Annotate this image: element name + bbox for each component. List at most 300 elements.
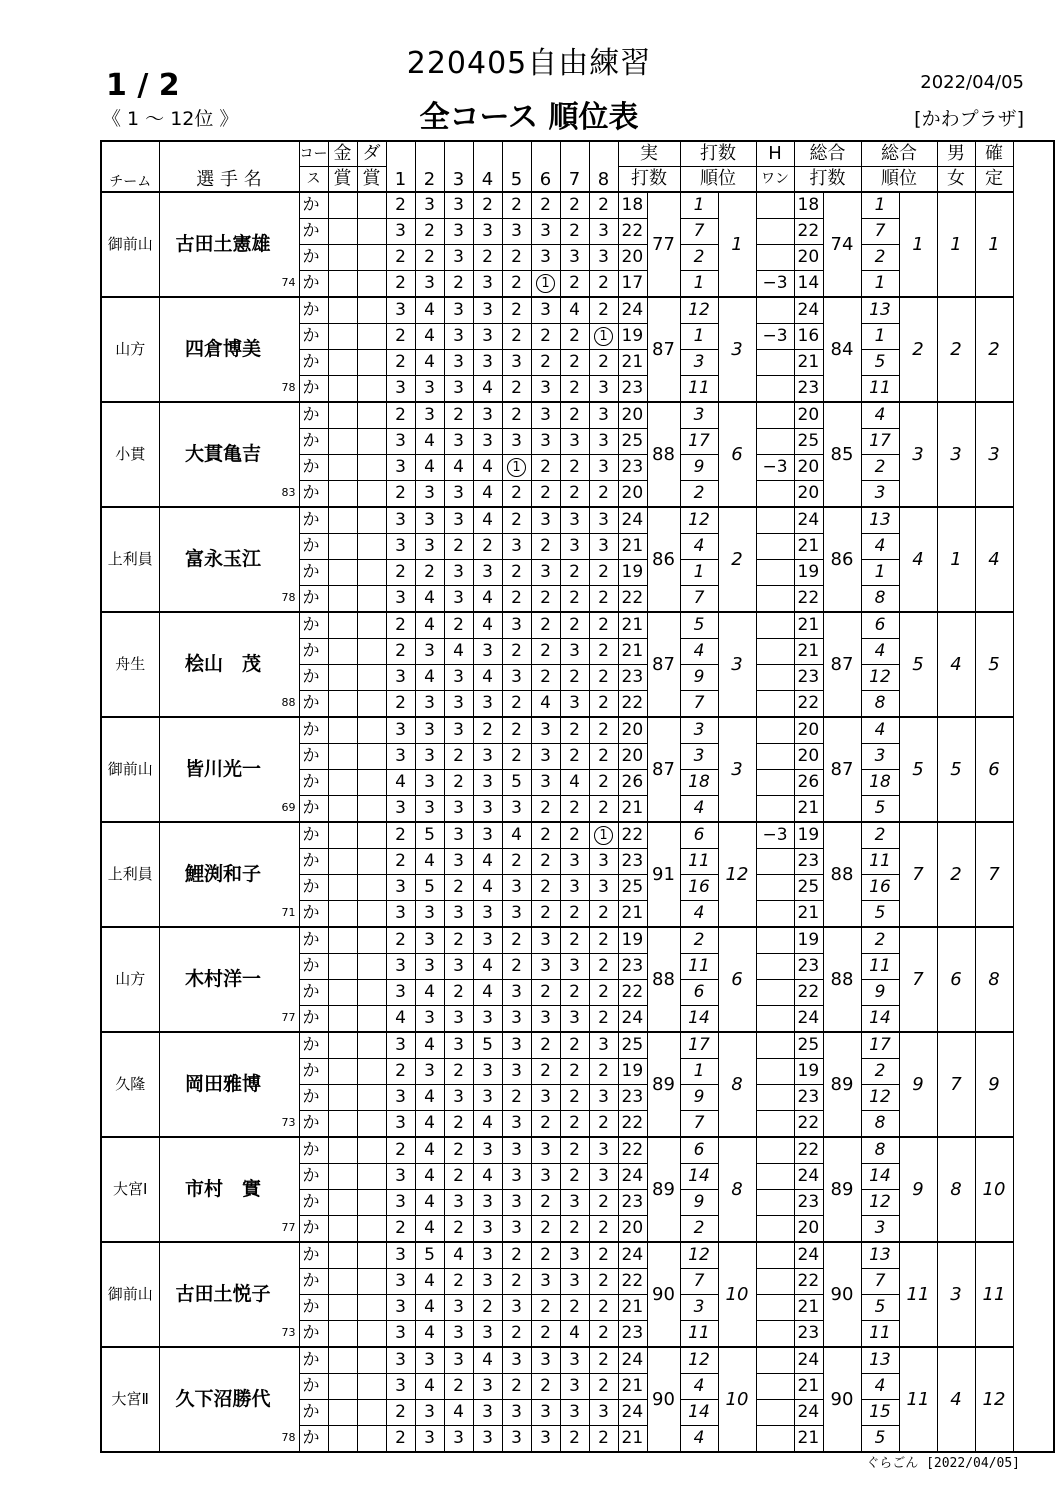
hole-score-cell: 4 bbox=[415, 429, 444, 455]
gold-prize-cell bbox=[328, 1374, 357, 1400]
round-rank-cell: 7 bbox=[680, 219, 718, 245]
hole-score-cell: 2 bbox=[386, 402, 415, 429]
team-cell: 御前山 bbox=[101, 717, 159, 822]
actual-total-cell: 89 bbox=[647, 1137, 680, 1242]
round-total-cell: 24 bbox=[794, 507, 823, 534]
round-rank-cell: 1 bbox=[680, 192, 718, 219]
hole-score-cell: 3 bbox=[473, 271, 502, 298]
table-row bbox=[101, 822, 1054, 849]
hole-score-cell: 2 bbox=[502, 1269, 531, 1295]
total-strokes-cell: 74 bbox=[823, 192, 861, 297]
hole-in-one-cell bbox=[756, 586, 794, 613]
gold-prize-cell bbox=[328, 324, 357, 350]
da-prize-cell bbox=[357, 665, 386, 691]
round-total-rank-cell: 5 bbox=[861, 1426, 899, 1453]
player-age: 83 bbox=[281, 486, 296, 499]
hole-score-cell: 2 bbox=[531, 980, 560, 1006]
table-row bbox=[101, 1347, 1054, 1374]
hole-score-cell: 4 bbox=[473, 586, 502, 613]
stroke-rank-cell: 8 bbox=[718, 1137, 756, 1242]
hole-score-cell: 4 bbox=[415, 1085, 444, 1111]
hole-score-cell: 3 bbox=[415, 770, 444, 796]
hole-in-one-cell bbox=[756, 1085, 794, 1111]
hole-score-cell: 3 bbox=[473, 1137, 502, 1164]
hole-score-cell: 3 bbox=[386, 1347, 415, 1374]
round-rank-cell: 18 bbox=[680, 770, 718, 796]
hole-score-cell: 3 bbox=[589, 534, 618, 560]
hole-score-cell: 2 bbox=[589, 1216, 618, 1243]
total-rank-header-2: 順位 bbox=[861, 167, 937, 193]
gold-prize-cell bbox=[328, 1216, 357, 1243]
hole-score-cell: 2 bbox=[502, 849, 531, 875]
hole-score-cell: 2 bbox=[560, 1216, 589, 1243]
gender-rank-cell: 6 bbox=[937, 927, 975, 1032]
round-total-cell: 20 bbox=[794, 481, 823, 508]
hole-in-one-cell bbox=[756, 297, 794, 324]
round-total-cell: 20 bbox=[794, 717, 823, 744]
hole-score-cell: 2 bbox=[589, 639, 618, 665]
round-total-rank-cell: 8 bbox=[861, 1111, 899, 1138]
hole-in-one-cell bbox=[756, 744, 794, 770]
round-total-cell: 22 bbox=[794, 980, 823, 1006]
gold-prize-cell bbox=[328, 901, 357, 928]
team-header-label: チーム bbox=[109, 174, 152, 190]
final-rank-cell: 11 bbox=[975, 1242, 1013, 1347]
final-rank-cell: 6 bbox=[975, 717, 1013, 822]
hole-in-one-cell bbox=[756, 1216, 794, 1243]
hole-score-cell: 3 bbox=[589, 455, 618, 481]
rank-header-2: 順位 bbox=[680, 167, 756, 193]
round-rank-cell: 2 bbox=[680, 1216, 718, 1243]
final-rank-cell: 2 bbox=[975, 297, 1013, 402]
gold-prize-cell bbox=[328, 1400, 357, 1426]
team-cell: 大宮Ⅱ bbox=[101, 1347, 159, 1452]
hole-in-one-cell bbox=[756, 770, 794, 796]
team-cell: 上利員 bbox=[101, 822, 159, 927]
hole-score-cell: 2 bbox=[531, 901, 560, 928]
hole-score-cell: 4 bbox=[473, 1347, 502, 1374]
hole-in-one-cell bbox=[756, 1137, 794, 1164]
gold-prize-cell bbox=[328, 639, 357, 665]
total-strokes-cell: 89 bbox=[823, 1032, 861, 1137]
hole-score-cell: 2 bbox=[560, 901, 589, 928]
hole-score-cell: 3 bbox=[473, 639, 502, 665]
total-rank-header: 総合 bbox=[861, 141, 937, 167]
round-total-cell: 24 bbox=[794, 1400, 823, 1426]
team-header bbox=[101, 141, 159, 192]
da-prize-cell bbox=[357, 1111, 386, 1138]
da-prize-cell bbox=[357, 822, 386, 849]
round-total-cell: 20 bbox=[794, 245, 823, 271]
hole-score-cell: 2 bbox=[589, 1059, 618, 1085]
hole-score-cell: 3 bbox=[531, 927, 560, 954]
gold-prize-cell bbox=[328, 612, 357, 639]
hole-score-cell: 3 bbox=[386, 1111, 415, 1138]
hole-score-cell: 4 bbox=[415, 1295, 444, 1321]
hole-score-cell: 3 bbox=[502, 219, 531, 245]
round-total-rank-cell: 3 bbox=[861, 1216, 899, 1243]
hole-score-cell: 3 bbox=[560, 507, 589, 534]
table-row bbox=[101, 297, 1054, 324]
course-cell: か bbox=[299, 192, 328, 219]
team-cell: 久隆 bbox=[101, 1032, 159, 1137]
actual-total-cell: 88 bbox=[647, 402, 680, 507]
hole-score-cell: 2 bbox=[560, 1295, 589, 1321]
round-total-cell: 22 bbox=[794, 1137, 823, 1164]
hole-score-cell: 2 bbox=[502, 691, 531, 718]
hole-score-cell: 3 bbox=[560, 1347, 589, 1374]
hole-score-cell: 3 bbox=[502, 980, 531, 1006]
stroke-rank-cell: 10 bbox=[718, 1347, 756, 1452]
hole-score-cell: 3 bbox=[502, 429, 531, 455]
hole-score-cell: 3 bbox=[415, 481, 444, 508]
player-cell bbox=[159, 1137, 299, 1242]
hole-in-one-cell bbox=[756, 1400, 794, 1426]
hole-in-one-cell: −3 bbox=[756, 324, 794, 350]
hole-score-cell: 2 bbox=[444, 875, 473, 901]
hole-score-cell: 3 bbox=[444, 717, 473, 744]
da-prize-cell bbox=[357, 1059, 386, 1085]
hole-score-cell: 2 bbox=[386, 849, 415, 875]
hole-score-cell: 4 bbox=[415, 1216, 444, 1243]
actual-header-2: 打数 bbox=[618, 167, 680, 193]
hole-score-cell: 2 bbox=[560, 350, 589, 376]
gold-prize-cell bbox=[328, 1032, 357, 1059]
hole-score-cell: 3 bbox=[589, 219, 618, 245]
da-prize-cell bbox=[357, 219, 386, 245]
round-total-cell: 23 bbox=[794, 665, 823, 691]
round-total-rank-cell: 5 bbox=[861, 350, 899, 376]
round-rank-cell: 17 bbox=[680, 1032, 718, 1059]
hole-score-cell: 2 bbox=[589, 350, 618, 376]
document-title: 220405自由練習 bbox=[406, 46, 652, 81]
hole-score-cell: 3 bbox=[386, 1242, 415, 1269]
hole-score-cell: 3 bbox=[415, 1426, 444, 1453]
hole-in-one-cell bbox=[756, 1111, 794, 1138]
hole-score-cell: 4 bbox=[444, 639, 473, 665]
hole-score-cell: 2 bbox=[444, 271, 473, 298]
hole-score-cell: 2 bbox=[415, 219, 444, 245]
hole-score-cell: 3 bbox=[473, 796, 502, 823]
round-total-rank-cell: 15 bbox=[861, 1400, 899, 1426]
da-prize-cell bbox=[357, 1269, 386, 1295]
hole-score-cell: 2 bbox=[444, 927, 473, 954]
round-total-rank-cell: 3 bbox=[861, 481, 899, 508]
hole-score-cell: 2 bbox=[386, 1400, 415, 1426]
hole-score-cell: 2 bbox=[386, 691, 415, 718]
round-rank-cell: 14 bbox=[680, 1006, 718, 1033]
round-score-cell: 25 bbox=[618, 1032, 647, 1059]
hole-score-cell: 2 bbox=[560, 717, 589, 744]
hole-score-cell: 3 bbox=[560, 639, 589, 665]
round-rank-cell: 4 bbox=[680, 1426, 718, 1453]
da-prize-cell bbox=[357, 376, 386, 403]
total-rank-cell: 4 bbox=[899, 507, 937, 612]
hole-score-cell: 2 bbox=[560, 744, 589, 770]
hole-score-cell: 3 bbox=[473, 560, 502, 586]
round-total-cell: 21 bbox=[794, 534, 823, 560]
hole-score-cell: 2 bbox=[589, 481, 618, 508]
gold-prize-cell bbox=[328, 455, 357, 481]
hole-score-cell: 2 bbox=[473, 534, 502, 560]
hole-score-cell: 3 bbox=[560, 849, 589, 875]
total-rank-cell: 5 bbox=[899, 717, 937, 822]
player-name: 木村洋一 bbox=[184, 968, 261, 990]
hole-score-cell: 2 bbox=[589, 691, 618, 718]
hole-score-cell: 2 bbox=[502, 1242, 531, 1269]
round-rank-cell: 2 bbox=[680, 245, 718, 271]
hole-score-cell: 3 bbox=[415, 1059, 444, 1085]
hole-score-cell: 2 bbox=[386, 245, 415, 271]
da-prize-cell bbox=[357, 1164, 386, 1190]
round-rank-cell: 2 bbox=[680, 927, 718, 954]
hole-score-cell: 3 bbox=[386, 1321, 415, 1348]
round-total-cell: 22 bbox=[794, 219, 823, 245]
hole-score-cell: 2 bbox=[531, 1321, 560, 1348]
player-age: 78 bbox=[281, 591, 296, 604]
round-total-rank-cell: 1 bbox=[861, 271, 899, 298]
round-total-rank-cell: 2 bbox=[861, 822, 899, 849]
gold-prize-cell bbox=[328, 954, 357, 980]
gold-prize-cell bbox=[328, 744, 357, 770]
player-name: 市村 實 bbox=[184, 1178, 261, 1200]
da-prize-cell bbox=[357, 324, 386, 350]
hole-score-cell: 3 bbox=[444, 849, 473, 875]
round-total-rank-cell: 12 bbox=[861, 1190, 899, 1216]
hole-in-one-cell bbox=[756, 192, 794, 219]
round-score-cell: 21 bbox=[618, 350, 647, 376]
round-total-rank-cell: 2 bbox=[861, 455, 899, 481]
gold-prize-cell bbox=[328, 1059, 357, 1085]
hole-score-cell: 3 bbox=[386, 1032, 415, 1059]
total-strokes-cell: 90 bbox=[823, 1347, 861, 1452]
stroke-rank-cell: 10 bbox=[718, 1242, 756, 1347]
ranking-table bbox=[100, 140, 1055, 1453]
gold-prize-cell bbox=[328, 849, 357, 875]
round-total-rank-cell: 8 bbox=[861, 1137, 899, 1164]
total-header: 総合 bbox=[794, 141, 861, 167]
hole-score-cell: 4 bbox=[415, 297, 444, 324]
hole-score-cell: 3 bbox=[502, 350, 531, 376]
course-cell: か bbox=[299, 507, 328, 534]
hole-score-cell: 3 bbox=[502, 1164, 531, 1190]
hole-in-one-cell bbox=[756, 219, 794, 245]
hole-score-cell: 2 bbox=[502, 402, 531, 429]
round-total-rank-cell: 4 bbox=[861, 534, 899, 560]
round-score-cell: 23 bbox=[618, 665, 647, 691]
hole-score-cell: 2 bbox=[560, 1426, 589, 1453]
hole-score-cell: 2 bbox=[531, 796, 560, 823]
gold-prize-cell bbox=[328, 1006, 357, 1033]
actual-total-cell: 87 bbox=[647, 717, 680, 822]
hole-score-cell: 3 bbox=[386, 1190, 415, 1216]
course-cell: か bbox=[299, 1269, 328, 1295]
hole-score-cell: 2 bbox=[502, 297, 531, 324]
player-name: 皆川光一 bbox=[184, 758, 261, 780]
round-rank-cell: 9 bbox=[680, 665, 718, 691]
course-cell: か bbox=[299, 1295, 328, 1321]
round-total-cell: 23 bbox=[794, 849, 823, 875]
hole-5-header: 5 bbox=[502, 141, 531, 192]
hole-score-cell: 3 bbox=[502, 1295, 531, 1321]
hole-score-cell: 4 bbox=[473, 455, 502, 481]
player-name: 大貫亀吉 bbox=[184, 443, 261, 465]
hole-score-cell: 3 bbox=[531, 429, 560, 455]
hole-score-cell: 3 bbox=[386, 954, 415, 980]
gender-rank-cell: 8 bbox=[937, 1137, 975, 1242]
da-prize-cell bbox=[357, 980, 386, 1006]
hole-score-cell: 3 bbox=[560, 429, 589, 455]
hole-score-cell: 3 bbox=[531, 376, 560, 403]
hole-score-cell: 2 bbox=[531, 192, 560, 219]
hole-in-one-mark: 1 bbox=[536, 274, 555, 293]
hole-in-one-cell bbox=[756, 665, 794, 691]
round-score-cell: 20 bbox=[618, 245, 647, 271]
da-prize-cell bbox=[357, 455, 386, 481]
hole-score-cell: 3 bbox=[531, 1400, 560, 1426]
hole-score-cell: 2 bbox=[560, 1137, 589, 1164]
hole-score-cell: 2 bbox=[589, 1321, 618, 1348]
hole-score-cell: 2 bbox=[444, 1137, 473, 1164]
hole-score-cell: 2 bbox=[502, 507, 531, 534]
hole-score-cell: 2 bbox=[589, 744, 618, 770]
hole-score-cell: 3 bbox=[531, 1426, 560, 1453]
hole-score-cell: 3 bbox=[473, 1321, 502, 1348]
hole-score-cell: 3 bbox=[386, 665, 415, 691]
da-prize-cell bbox=[357, 350, 386, 376]
final-rank-cell: 8 bbox=[975, 927, 1013, 1032]
round-total-cell: 21 bbox=[794, 639, 823, 665]
hole-score-cell: 3 bbox=[444, 1190, 473, 1216]
round-total-cell: 24 bbox=[794, 1006, 823, 1033]
hole-score-cell: 3 bbox=[589, 245, 618, 271]
hole-score-cell: 2 bbox=[444, 534, 473, 560]
hole-score-cell: 2 bbox=[589, 612, 618, 639]
final-rank-cell: 12 bbox=[975, 1347, 1013, 1452]
da-prize-cell bbox=[357, 245, 386, 271]
hole-score-cell: 2 bbox=[386, 612, 415, 639]
hole-in-one-cell bbox=[756, 1032, 794, 1059]
round-score-cell: 25 bbox=[618, 429, 647, 455]
course-cell: か bbox=[299, 586, 328, 613]
hole-score-cell: 3 bbox=[415, 271, 444, 298]
stroke-rank-cell: 2 bbox=[718, 507, 756, 612]
hole-score-cell: 3 bbox=[386, 429, 415, 455]
gender-header-2: 女 bbox=[937, 167, 975, 193]
hole-score-cell: 2 bbox=[589, 1006, 618, 1033]
course-cell: か bbox=[299, 1347, 328, 1374]
hole-score-cell: 3 bbox=[444, 901, 473, 928]
team-cell: 御前山 bbox=[101, 192, 159, 297]
player-age: 69 bbox=[281, 801, 296, 814]
hole-score-cell: 3 bbox=[444, 954, 473, 980]
round-total-cell: 21 bbox=[794, 1295, 823, 1321]
hole-score-cell: 4 bbox=[415, 1269, 444, 1295]
hole-in-one-cell: −3 bbox=[756, 455, 794, 481]
total-strokes-cell: 85 bbox=[823, 402, 861, 507]
total-rank-cell: 9 bbox=[899, 1137, 937, 1242]
round-rank-cell: 12 bbox=[680, 297, 718, 324]
hole-score-cell: 3 bbox=[415, 796, 444, 823]
table-row bbox=[101, 717, 1054, 744]
hole-score-cell: 3 bbox=[415, 534, 444, 560]
hole-score-cell: 3 bbox=[386, 376, 415, 403]
hole-score-cell: 3 bbox=[386, 455, 415, 481]
round-total-rank-cell: 11 bbox=[861, 1321, 899, 1348]
round-score-cell: 20 bbox=[618, 1216, 647, 1243]
course-cell: か bbox=[299, 927, 328, 954]
round-total-cell: 21 bbox=[794, 1426, 823, 1453]
course-cell: か bbox=[299, 1111, 328, 1138]
round-score-cell: 23 bbox=[618, 849, 647, 875]
hole-score-cell: 3 bbox=[386, 1085, 415, 1111]
report-subtitle: 全コース 順位表 bbox=[419, 100, 639, 135]
round-score-cell: 19 bbox=[618, 1059, 647, 1085]
hole-score-cell: 4 bbox=[415, 849, 444, 875]
hole-score-cell: 2 bbox=[444, 1111, 473, 1138]
hole-score-cell: 2 bbox=[386, 1059, 415, 1085]
round-rank-cell: 9 bbox=[680, 1190, 718, 1216]
course-cell: か bbox=[299, 1085, 328, 1111]
hole-score-cell: 2 bbox=[444, 1164, 473, 1190]
player-cell bbox=[159, 1032, 299, 1137]
team-cell: 小貫 bbox=[101, 402, 159, 507]
hole-in-one-mark: 1 bbox=[594, 327, 613, 346]
course-cell: か bbox=[299, 402, 328, 429]
table-row bbox=[101, 1242, 1054, 1269]
hole-score-cell: 2 bbox=[531, 324, 560, 350]
round-rank-cell: 3 bbox=[680, 1295, 718, 1321]
gold-prize-cell bbox=[328, 560, 357, 586]
hole-score-cell: 3 bbox=[531, 1006, 560, 1033]
hole-score-cell: 2 bbox=[531, 481, 560, 508]
hole-score-cell: 4 bbox=[473, 1111, 502, 1138]
gold-prize-cell bbox=[328, 429, 357, 455]
da-prize-cell bbox=[357, 1085, 386, 1111]
round-total-rank-cell: 2 bbox=[861, 245, 899, 271]
hole-score-cell: 3 bbox=[386, 219, 415, 245]
hole-score-cell: 2 bbox=[589, 1426, 618, 1453]
round-total-rank-cell: 8 bbox=[861, 691, 899, 718]
hole-score-cell: 3 bbox=[560, 954, 589, 980]
hole-score-cell: 3 bbox=[415, 507, 444, 534]
da-prize-cell bbox=[357, 639, 386, 665]
round-total-rank-cell: 5 bbox=[861, 901, 899, 928]
hole-score-cell: 3 bbox=[560, 1269, 589, 1295]
round-score-cell: 23 bbox=[618, 1321, 647, 1348]
round-rank-cell: 11 bbox=[680, 954, 718, 980]
team-cell: 山方 bbox=[101, 297, 159, 402]
round-score-cell: 23 bbox=[618, 376, 647, 403]
hole-score-cell: 2 bbox=[502, 324, 531, 350]
hole-in-one-cell bbox=[756, 927, 794, 954]
final-rank-cell: 3 bbox=[975, 402, 1013, 507]
hole-score-cell: 2 bbox=[531, 1242, 560, 1269]
table-row bbox=[101, 612, 1054, 639]
hole-score-cell: 3 bbox=[560, 1190, 589, 1216]
hole-score-cell: 4 bbox=[473, 1164, 502, 1190]
round-total-rank-cell: 4 bbox=[861, 639, 899, 665]
hole-score-cell: 3 bbox=[589, 1137, 618, 1164]
total-strokes-cell: 87 bbox=[823, 612, 861, 717]
stroke-rank-cell: 6 bbox=[718, 402, 756, 507]
player-name: 久下沼勝代 bbox=[175, 1388, 271, 1410]
round-total-rank-cell: 7 bbox=[861, 219, 899, 245]
hole-score-cell: 2 bbox=[531, 639, 560, 665]
gold-prize-cell bbox=[328, 691, 357, 718]
hole-score-cell: 3 bbox=[502, 1190, 531, 1216]
round-rank-cell: 17 bbox=[680, 429, 718, 455]
